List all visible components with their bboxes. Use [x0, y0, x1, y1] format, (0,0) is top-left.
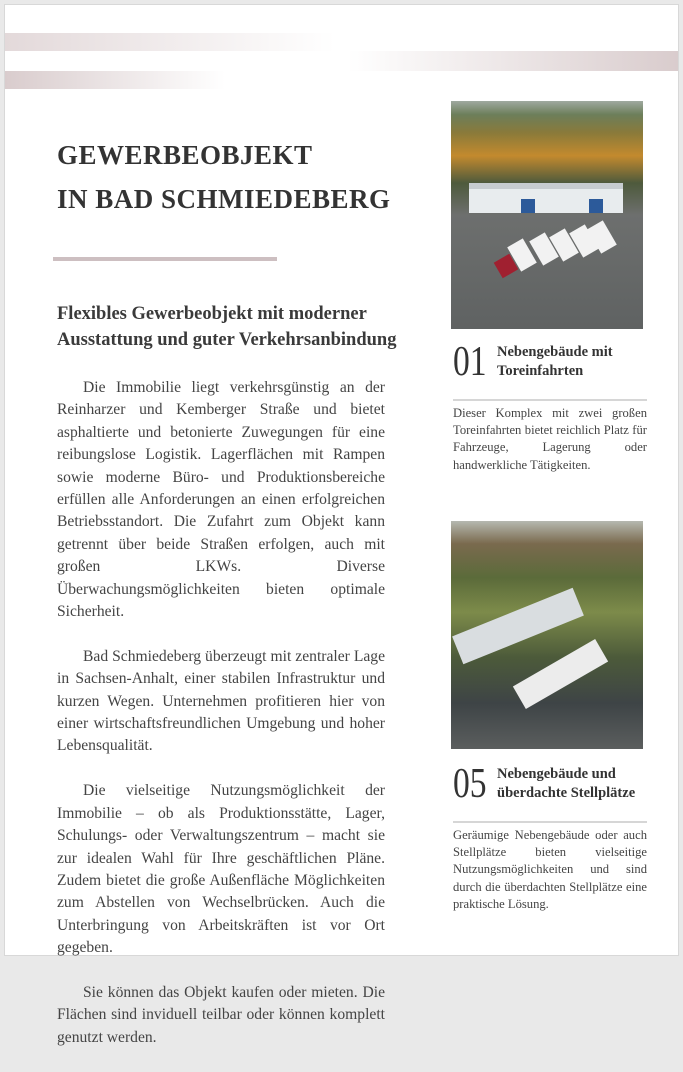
paragraph: Bad Schmiedeberg überzeugt mit zentraler Lage in Sachsen-Anhalt, einer stabilen Infrastruktur und kurzen Wegen. Unternehmen profitieren hier von einer wirtschaftsfreundlichen Umgebung und hoher Lebensqualität.	[57, 647, 385, 755]
feature-description: Geräumige Nebengebäude oder auch Stellplätze bieten vielseitige Nutzungsmöglichkeiten und sind durch die überdachten Stellplätze eine praktische Lösung.	[453, 828, 647, 911]
building	[469, 183, 623, 213]
paragraph: Sie können das Objekt kaufen oder mieten. Die Flächen sind inviduell teilbar oder können komplett genutzt werden.	[57, 983, 385, 1046]
feature-title: Nebengebäude mit Toreinfahrten	[497, 344, 613, 379]
decorative-bar	[5, 71, 225, 89]
aerial-photo-carports	[451, 521, 643, 749]
feature-title: Nebengebäude und überdachte Stellplätze	[497, 766, 636, 801]
page-title	[57, 133, 391, 221]
feature-number: 01	[453, 339, 487, 385]
title-line: IN BAD SCHMIEDEBERG	[57, 184, 391, 214]
body-text	[57, 377, 385, 1072]
decorative-bar	[348, 51, 678, 71]
aerial-photo-garage-building	[451, 101, 643, 329]
brochure-page	[4, 4, 679, 1046]
decorative-bar	[5, 33, 335, 51]
title-divider	[53, 257, 277, 261]
subtitle: Flexibles Gewerbeobjekt mit moderner Ausstattung und guter Verkehrsanbindung	[57, 304, 397, 350]
feature-number: 05	[453, 761, 487, 807]
feature-description: Dieser Komplex mit zwei großen Toreinfahrten bietet reichlich Platz für Fahrzeuge, Lagerung oder handwerkliche Tätigkeiten.	[453, 406, 647, 472]
paragraph: Die Immobilie liegt verkehrsgünstig an der Reinharzer und Kemberger Straße und bietet asphaltierte und betonierte Zuwegungen für eine reibungslose Logistik. Lagerflächen mit Rampen sowie moderne Büro- und Produktionsbereiche erfüllen alle Anforderungen an einen erfolgreichen Betriebsstandort. Die Zufahrt zum Objekt kann getrennt über beide Straßen erfolgen, auch mit großen LKWs. Diverse Überwachungsmöglichkeiten bieten optimale Sicherheit.	[57, 379, 385, 621]
feature-divider	[453, 399, 647, 401]
paragraph: Die vielseitige Nutzungsmöglichkeit der Immobilie – ob als Produktionsstätte, Lager, Schulungs- oder Verwaltungszentrum – macht sie zur idealen Wahl für Ihre geschäftlichen Pläne. Zudem bietet die große Außenfläche Möglichkeiten zum Abstellen von Wechselbrücken. Auch die Unterbringung von Arbeitskräften ist vor Ort gegeben.	[57, 782, 385, 957]
feature-divider	[453, 821, 647, 823]
carport	[513, 639, 608, 709]
building	[452, 588, 584, 665]
title-line: GEWERBEOBJEKT	[57, 140, 313, 170]
